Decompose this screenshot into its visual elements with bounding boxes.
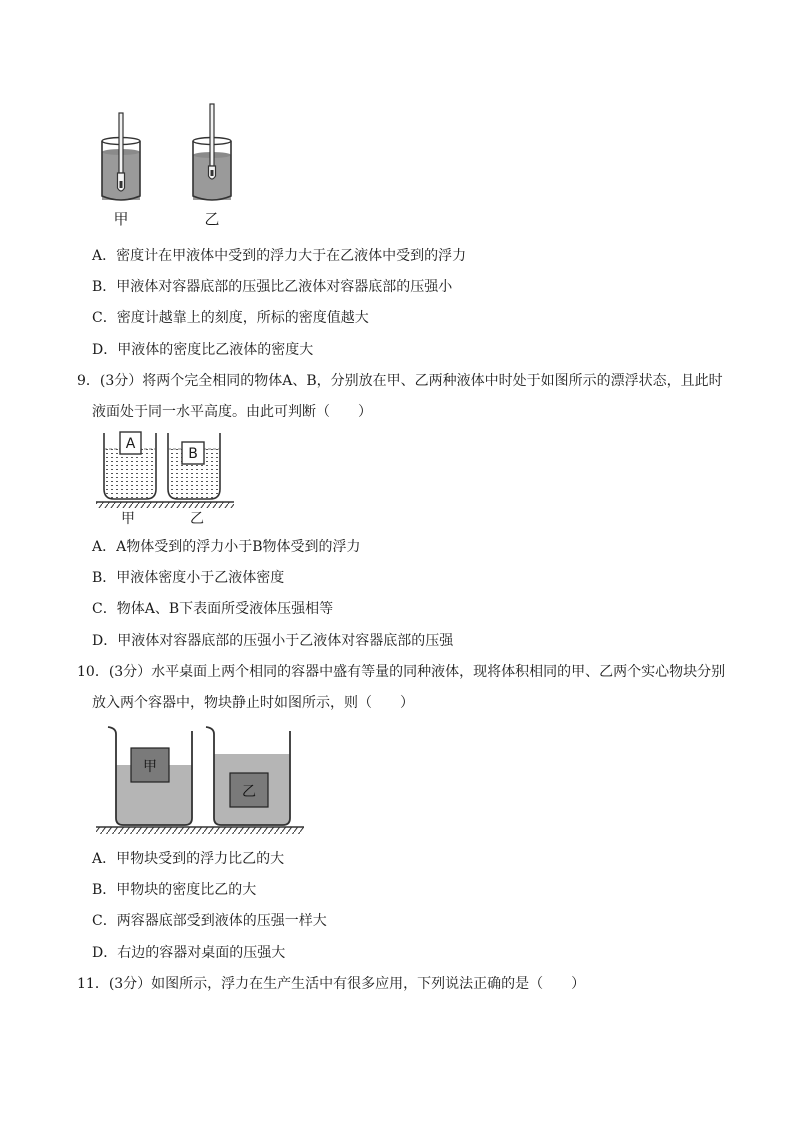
block-jia-label: 甲	[143, 759, 157, 775]
q9-option-b: B．甲液体密度小于乙液体密度	[92, 570, 285, 586]
q8-option-a: A．密度计在甲液体中受到的浮力大于在乙液体中受到的浮力	[92, 248, 467, 264]
q9-option-c: C．物体A、B下表面所受液体压强相等	[92, 601, 334, 617]
figure-label-left: 甲	[113, 210, 129, 228]
q9-question-line2: 液面处于同一水平高度。由此可判断（ ）	[92, 404, 372, 420]
figure-label-left: 甲	[121, 511, 135, 527]
beaker-right	[206, 727, 290, 825]
q8-option-d: D．甲液体的密度比乙液体的密度大	[92, 342, 314, 358]
q11-question-line1: 11．(3分）如图所示，浮力在生产生活中有很多应用，下列说法正确的是（ ）	[77, 976, 586, 992]
q10-question-line1: 10．(3分）水平桌面上两个相同的容器中盛有等量的同种液体，现将体积相同的甲、乙两个实心物块分别	[77, 664, 726, 680]
q10-option-d: D．右边的容器对桌面的压强大	[92, 945, 286, 961]
block-b-label: B	[188, 446, 198, 462]
q10-option-a: A．甲物块受到的浮力比乙的大	[92, 851, 285, 867]
q10-option-c: C．两容器底部受到液体的压强一样大	[92, 913, 327, 929]
beaker-left	[108, 727, 192, 825]
q9-option-d: D．甲液体对容器底部的压强小于乙液体对容器底部的压强	[92, 633, 454, 649]
figure-label-right: 乙	[190, 511, 204, 527]
q9-option-a: A．A物体受到的浮力小于B物体受到的浮力	[92, 539, 361, 555]
figure-label-right: 乙	[204, 210, 220, 228]
block-yi-label: 乙	[242, 784, 256, 800]
floating-blocks-figure	[0, 428, 794, 528]
q10-option-b: B．甲物块的密度比乙的大	[92, 882, 257, 898]
q8-option-c: C．密度计越靠上的刻度，所标的密度值越大	[92, 310, 369, 326]
density-meter-figure	[0, 0, 794, 240]
block-a-label: A	[125, 436, 136, 452]
beaker-left	[102, 113, 140, 200]
q9-question-line1: 9．(3分）将两个完全相同的物体A、B，分别放在甲、乙两种液体中时处于如图所示的漂浮状态，且此时	[77, 373, 723, 389]
q8-option-b: B．甲液体对容器底部的压强比乙液体对容器底部的压强小	[92, 279, 453, 295]
beaker-right	[193, 104, 231, 200]
q10-question-line2: 放入两个容器中，物块静止时如图所示，则（ ）	[92, 695, 414, 711]
beaker-blocks-figure	[0, 720, 794, 835]
